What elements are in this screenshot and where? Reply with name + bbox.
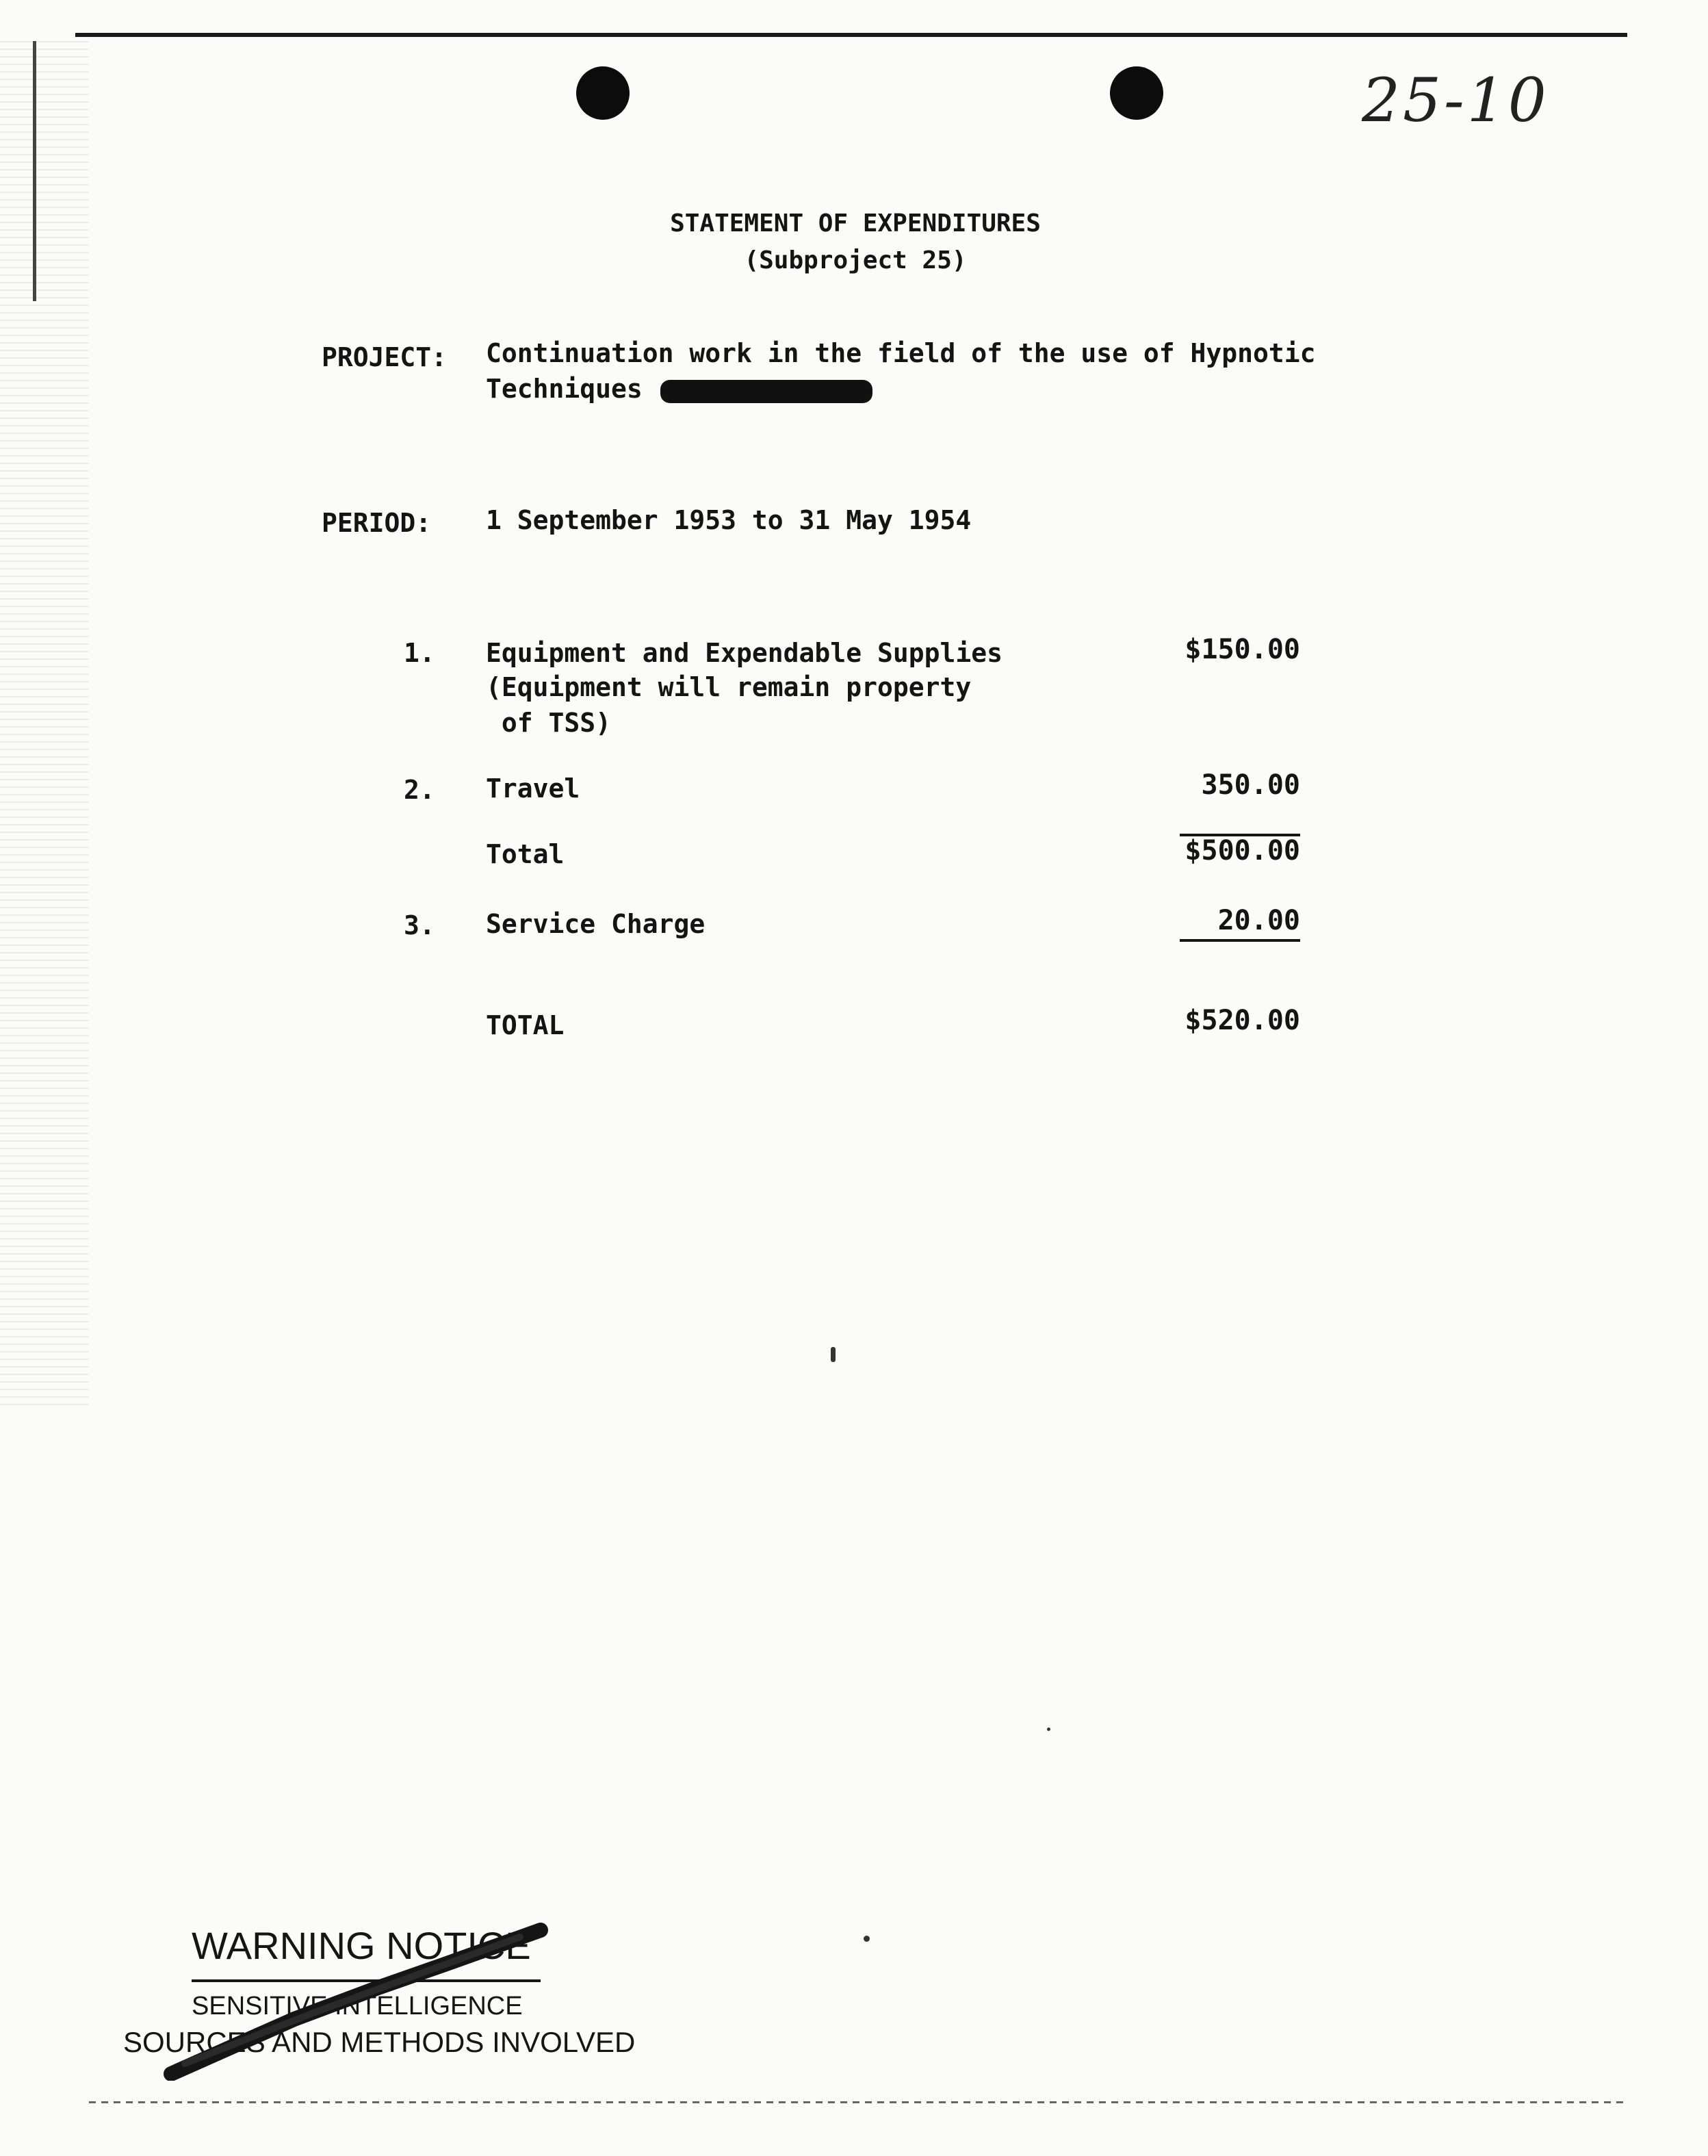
scan-top-edge: [75, 33, 1627, 37]
item-3-description: Service Charge: [486, 909, 706, 939]
warning-stamp-title: WARNING NOTICE: [192, 1924, 531, 1967]
period-value: 1 September 1953 to 31 May 1954: [486, 505, 972, 535]
stamp-scribble-mark: [157, 1916, 582, 2081]
grand-total-label: TOTAL: [486, 1010, 565, 1040]
item-2-number: 2.: [404, 775, 435, 805]
scan-left-edge: [33, 41, 36, 301]
item-3-number: 3.: [404, 910, 435, 940]
document-subtitle: (Subproject 25): [744, 246, 967, 274]
document-title: STATEMENT OF EXPENDITURES: [670, 209, 1041, 238]
warning-stamp-line1: SENSITIVE INTELLIGENCE: [192, 1992, 523, 2020]
item-1-description-line3: of TSS): [486, 708, 612, 738]
punch-hole-right: [1110, 66, 1163, 120]
item-3-amount: 20.00: [1217, 905, 1300, 936]
item-1-amount: $150.00: [1185, 634, 1300, 665]
redaction-mark: [660, 380, 872, 403]
grand-total-amount: $520.00: [1185, 1005, 1300, 1036]
stray-ink-mark: [831, 1347, 836, 1362]
item-1-description-line2: (Equipment will remain property: [486, 672, 972, 702]
project-label: PROJECT:: [322, 342, 448, 372]
item-1-description-line1: Equipment and Expendable Supplies: [486, 638, 1002, 668]
document-heading: [616, 205, 1095, 279]
stray-ink-mark: [1047, 1728, 1050, 1731]
warning-stamp-line2: SOURCES AND METHODS INVOLVED: [123, 2026, 636, 2058]
item-2-amount: 350.00: [1201, 769, 1300, 801]
item-2-description: Travel: [486, 773, 580, 804]
scan-bottom-edge: [89, 2101, 1629, 2103]
service-charge-rule: [1180, 939, 1300, 942]
scan-noise-strip: [0, 41, 89, 1410]
stray-ink-mark: [864, 1936, 870, 1942]
punch-hole-left: [576, 66, 630, 120]
period-label: PERIOD:: [322, 508, 432, 538]
subtotal-label: Total: [486, 839, 565, 869]
project-description-line2: Techniques: [486, 374, 643, 404]
handwritten-document-number: 25-10: [1362, 65, 1549, 136]
subtotal-amount: $500.00: [1185, 835, 1300, 867]
item-1-number: 1.: [404, 638, 435, 668]
project-description-line1: Continuation work in the field of the use of Hypnotic: [486, 338, 1316, 368]
